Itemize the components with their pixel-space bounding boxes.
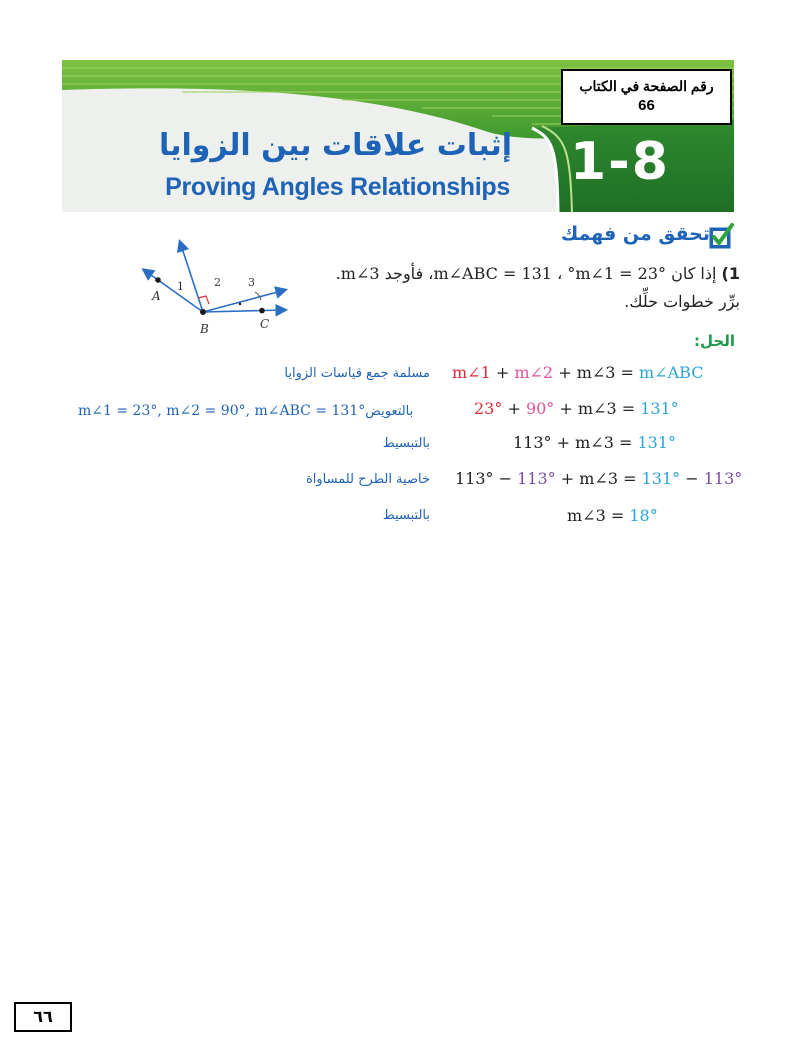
label-angle-2: 2	[214, 276, 221, 289]
book-page-label: رقم الصفحة في الكتاب	[579, 78, 714, 94]
step-5-equation: m∠3 = 18°	[567, 506, 658, 525]
ray-bc	[203, 310, 285, 312]
step-1-reason: مسلمة جمع قياسات الزوايا	[284, 366, 430, 381]
problem-text	[300, 260, 740, 316]
step-5-reason: بالتبسيط	[382, 508, 430, 523]
label-a: A	[152, 289, 161, 303]
angles-figure	[130, 232, 300, 342]
label-b: B	[200, 322, 209, 336]
lesson-title-english: Proving Angles Relationships	[165, 173, 510, 201]
step-4-reason: خاصية الطرح للمساواة	[305, 472, 430, 487]
step-2-reason: m∠1 = 23°, m∠2 = 90°, m∠ABC = 131°بالتعويض	[78, 403, 414, 419]
label-angle-1: 1	[177, 280, 184, 293]
label-c: C	[260, 317, 270, 331]
ray-b-mid	[203, 290, 285, 312]
ray-b-up	[180, 242, 203, 312]
book-page-box	[561, 69, 732, 125]
lesson-title-arabic: إثبات علاقات بين الزوايا	[158, 128, 512, 163]
section-number: 1-8	[570, 132, 670, 192]
check-understanding-heading: تحقق من فهمك	[560, 223, 710, 245]
step-2-equation: 23° + 90° + m∠3 = 131°	[474, 399, 679, 418]
problem-line-1: 1) إذا كان °m∠ABC = 131 ، °m∠1 = 23، فأوجد m∠3.	[335, 264, 740, 283]
book-page-number: 66	[638, 97, 655, 114]
problem-number: 1)	[721, 264, 740, 283]
problem-line-2: برِّر خطوات حلِّك.	[624, 292, 740, 311]
solution-label: الحل:	[694, 332, 735, 350]
step-3-reason: بالتبسيط	[382, 436, 430, 451]
label-angle-3: 3	[248, 276, 255, 289]
step-3-equation: 113° + m∠3 = 131°	[513, 433, 676, 452]
step-4-equation: 113° − 113° + m∠3 = 131° − 113°	[455, 469, 743, 488]
step-1-equation: m∠1 + m∠2 + m∠3 = m∠ABC	[452, 363, 704, 382]
footer-page-number: ٦٦	[14, 1002, 72, 1032]
checkbox-icon	[708, 222, 736, 250]
